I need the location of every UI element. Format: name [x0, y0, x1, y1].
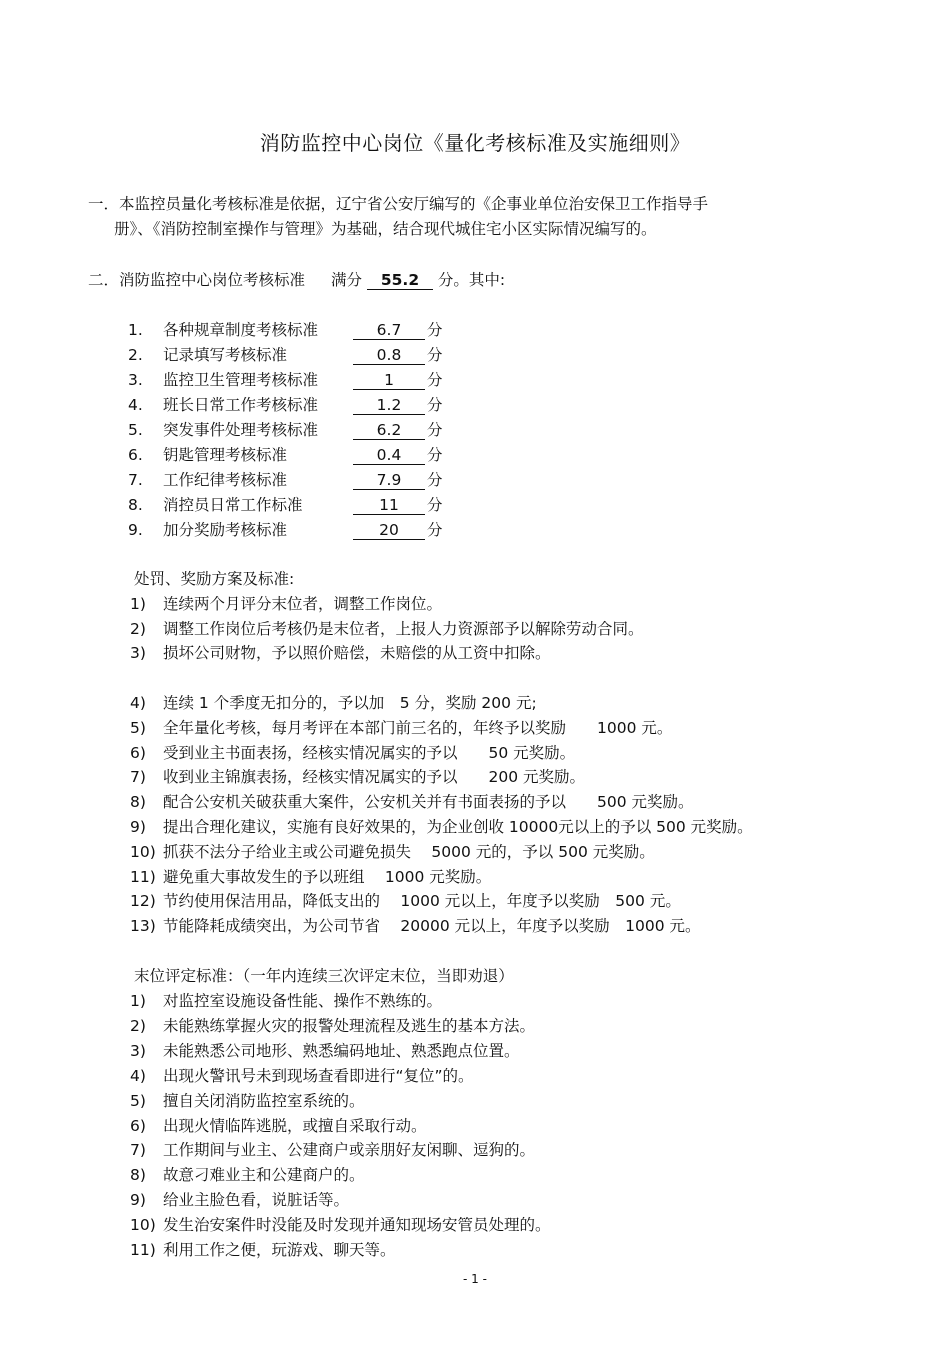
- standard-row: [128, 343, 443, 365]
- reward-text: 连续 1 个季度无扣分的，予以加 5 分，奖励 200 元;: [163, 694, 537, 712]
- last-place-number: 4): [130, 1066, 146, 1085]
- standard-unit: 分: [427, 446, 443, 464]
- last-place-text: 利用工作之便，玩游戏、聊天等。: [163, 1241, 396, 1259]
- last-place-item: [130, 1014, 535, 1036]
- standard-unit: 分: [427, 471, 443, 489]
- standard-unit: 分: [427, 521, 443, 539]
- last-place-item: [130, 989, 442, 1011]
- standard-unit: 分: [427, 346, 443, 364]
- reward-item: [130, 865, 491, 887]
- penalty-number: 1): [130, 595, 146, 613]
- penalty-number: 3): [130, 644, 146, 662]
- penalty-item: [130, 617, 644, 639]
- standard-value: 0.8: [353, 347, 425, 365]
- reward-number: 8): [130, 793, 146, 812]
- reward-text: 受到业主书面表扬，经核实情况属实的予以 50 元奖励。: [163, 743, 576, 762]
- penalty-text: 损坏公司财物，予以照价赔偿，未赔偿的从工资中扣除。: [163, 644, 551, 662]
- last-place-text: 出现火情临阵逃脱，或擅自采取行动。: [163, 1116, 427, 1135]
- section-2-label: 消防监控中心岗位考核标准: [119, 271, 306, 289]
- last-place-item: [130, 1039, 520, 1061]
- last-place-text: 擅自关闭消防监控室系统的。: [163, 1091, 365, 1110]
- last-place-item: [130, 1213, 551, 1235]
- section-1-text-1: 本监控员量化考核标准是依据，辽宁省公安厅编写的《企事业单位治安保卫工作指导手: [119, 195, 709, 213]
- penalty-text: 调整工作岗位后考核仍是末位者，上报人力资源部予以解除劳动合同。: [163, 619, 644, 638]
- last-place-number: 10): [130, 1216, 156, 1235]
- reward-number: 4): [130, 694, 146, 712]
- standard-value: 7.9: [353, 472, 425, 490]
- standard-unit: 分: [427, 371, 443, 389]
- last-place-number: 2): [130, 1016, 146, 1035]
- reward-text: 全年量化考核，每月考评在本部门前三名的，年终予以奖励 1000 元。: [163, 718, 673, 737]
- standard-label: 突发事件处理考核标准: [163, 421, 319, 439]
- standard-row: [128, 368, 443, 390]
- standard-label: 消控员日常工作标准: [163, 496, 303, 514]
- reward-item: [130, 790, 694, 812]
- standard-unit: 分: [427, 421, 443, 439]
- standard-value: 1: [353, 372, 425, 390]
- rewards-heading: 处罚、奖励方案及标准:: [134, 570, 295, 588]
- standard-unit: 分: [427, 496, 443, 514]
- page-title: 消防监控中心岗位《量化考核标准及实施细则》: [259, 131, 691, 155]
- last-place-text: 对监控室设施设备性能、操作不熟练的。: [163, 992, 443, 1010]
- reward-text: 提出合理化建议，实施有良好效果的，为企业创收 10000元以上的予以 500 元奖励。: [163, 818, 753, 836]
- section-1-line-2: 册》、《消防控制室操作与管理》为基础，结合现代城住宅小区实际情况编写的。: [114, 220, 657, 238]
- last-place-number: 1): [130, 992, 146, 1010]
- standard-row: [128, 443, 443, 465]
- last-place-number: 5): [130, 1091, 146, 1110]
- last-place-heading: 末位评定标准：（一年内连续三次评定末位，当即劝退）: [134, 967, 514, 985]
- standard-unit: 分: [427, 396, 443, 414]
- last-place-text: 故意刁难业主和公建商户的。: [163, 1166, 365, 1185]
- standard-num: 6.: [128, 446, 143, 464]
- penalty-item: [130, 641, 551, 663]
- standard-value: 20: [353, 522, 425, 540]
- page-number: - 1 -: [463, 1272, 487, 1286]
- standard-label: 班长日常工作考核标准: [163, 396, 319, 414]
- standard-row: [128, 493, 443, 515]
- standard-label: 各种规章制度考核标准: [163, 321, 319, 339]
- last-place-text: 发生治安案件时没能及时发现并通知现场安管员处理的。: [163, 1216, 551, 1235]
- section-2-marker: 二．: [88, 271, 120, 289]
- reward-item: [130, 765, 585, 787]
- last-place-text: 未能熟悉公司地形、熟悉编码地址、熟悉跑点位置。: [163, 1041, 520, 1060]
- penalty-number: 2): [130, 619, 146, 638]
- reward-item: [130, 716, 672, 738]
- last-place-item: [130, 1163, 365, 1185]
- reward-number: 13): [130, 917, 156, 936]
- standard-label: 加分奖励考核标准: [163, 521, 288, 539]
- standard-num: 8.: [128, 496, 143, 514]
- standard-value: 6.2: [353, 422, 425, 440]
- standard-value: 0.4: [353, 447, 425, 465]
- penalty-text: 连续两个月评分末位者，调整工作岗位。: [163, 595, 443, 613]
- reward-item: [130, 691, 537, 713]
- reward-number: 12): [130, 892, 156, 911]
- standard-num: 4.: [128, 396, 143, 414]
- section-1-marker: 一．: [88, 195, 120, 213]
- standard-num: 5.: [128, 421, 143, 439]
- last-place-number: 8): [130, 1166, 146, 1185]
- last-place-text: 工作期间与业主、公建商户或亲朋好友闲聊、逗狗的。: [163, 1141, 536, 1160]
- penalty-item: [130, 592, 442, 614]
- full-score-label: 满分: [331, 271, 363, 289]
- last-place-text: 出现火警讯号未到现场查看即进行“复位”的。: [163, 1066, 474, 1085]
- reward-number: 11): [130, 867, 156, 886]
- last-place-number: 6): [130, 1116, 146, 1135]
- standard-row: [128, 318, 443, 340]
- reward-item: [130, 889, 681, 911]
- standard-value: 6.7: [353, 322, 425, 340]
- last-place-item: [130, 1188, 349, 1210]
- reward-number: 7): [130, 768, 146, 787]
- standard-num: 9.: [128, 521, 143, 539]
- last-place-item: [130, 1064, 474, 1086]
- last-place-item: [130, 1238, 396, 1260]
- standard-row: [128, 468, 443, 490]
- reward-text: 节能降耗成绩突出，为公司节省 20000 元以上，年度予以奖励 1000 元。: [163, 917, 701, 936]
- reward-item: [130, 840, 655, 862]
- full-score-value: 55.2: [367, 272, 433, 290]
- section-2-line: [88, 268, 505, 290]
- standard-num: 3.: [128, 371, 143, 389]
- last-place-text: 未能熟练掌握火灾的报警处理流程及逃生的基本方法。: [163, 1016, 536, 1035]
- last-place-item: [130, 1114, 427, 1136]
- standard-value: 1.2: [353, 397, 425, 415]
- last-place-number: 3): [130, 1041, 146, 1060]
- reward-item: [130, 741, 575, 763]
- standard-label: 工作纪律考核标准: [163, 471, 288, 489]
- standard-row: [128, 418, 443, 440]
- reward-number: 9): [130, 818, 146, 836]
- standard-num: 7.: [128, 471, 143, 489]
- reward-text: 避免重大事故发生的予以班组 1000 元奖励。: [163, 867, 492, 886]
- standard-num: 2.: [128, 346, 143, 364]
- standard-row: [128, 393, 443, 415]
- standard-row: [128, 518, 443, 540]
- reward-number: 6): [130, 743, 146, 762]
- standard-label: 监控卫生管理考核标准: [163, 371, 319, 389]
- reward-text: 配合公安机关破获重大案件，公安机关并有书面表扬的予以 500 元奖励。: [163, 793, 694, 812]
- last-place-number: 11): [130, 1241, 156, 1259]
- standard-label: 钥匙管理考核标准: [163, 446, 288, 464]
- standard-value: 11: [353, 497, 425, 515]
- reward-number: 10): [130, 842, 156, 861]
- last-place-item: [130, 1089, 365, 1111]
- last-place-number: 9): [130, 1191, 146, 1210]
- reward-text: 抓获不法分子给业主或公司避免损失 5000 元的，予以 500 元奖励。: [163, 842, 655, 861]
- standard-unit: 分: [427, 321, 443, 339]
- reward-item: [130, 914, 701, 936]
- reward-text: 收到业主锦旗表扬，经核实情况属实的予以 200 元奖励。: [163, 768, 586, 787]
- last-place-item: [130, 1138, 535, 1160]
- reward-text: 节约使用保洁用品，降低支出的 1000 元以上，年度予以奖励 500 元。: [163, 892, 681, 911]
- standard-label: 记录填写考核标准: [163, 346, 288, 364]
- reward-number: 5): [130, 718, 146, 737]
- reward-item: [130, 815, 753, 837]
- section-1-line-1: [88, 192, 708, 214]
- standard-num: 1.: [128, 321, 143, 339]
- full-score-suffix: 分。其中:: [437, 271, 506, 289]
- last-place-number: 7): [130, 1141, 146, 1160]
- last-place-text: 给业主脸色看，说脏话等。: [163, 1191, 350, 1210]
